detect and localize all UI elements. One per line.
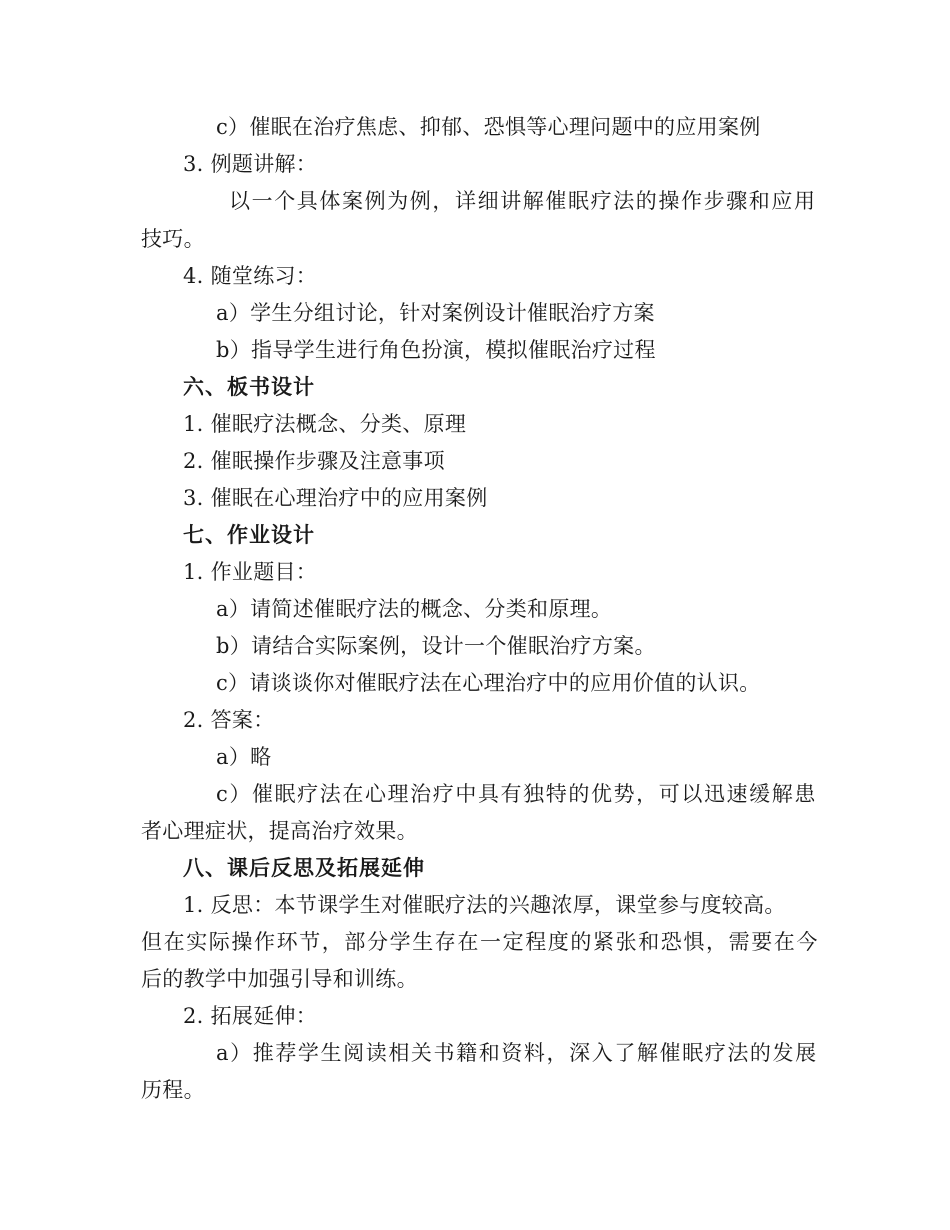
- list-item-heading: 4. 随堂练习：: [183, 264, 318, 288]
- paragraph-line: 但在实际操作环节，部分学生存在一定程度的紧张和恐惧，需要在今: [141, 930, 819, 954]
- list-item: 2. 催眠操作步骤及注意事项: [183, 449, 445, 473]
- paragraph-line: 技巧。: [141, 227, 205, 251]
- list-item: 3. 催眠在心理治疗中的应用案例: [183, 486, 488, 510]
- list-item-heading: 2. 拓展延伸：: [183, 1004, 318, 1028]
- paragraph-line: 1. 反思：本节课学生对催眠疗法的兴趣浓厚，课堂参与度较高。: [183, 893, 786, 917]
- paragraph-line: c）催眠疗法在心理治疗中具有独特的优势，可以迅速缓解患: [216, 782, 817, 806]
- paragraph-line: 者心理症状，提高治疗效果。: [141, 819, 418, 843]
- list-item: 1. 催眠疗法概念、分类、原理: [183, 412, 467, 436]
- list-item-heading: 2. 答案：: [183, 708, 275, 732]
- text-line: a）学生分组讨论，针对案例设计催眠治疗方案: [216, 301, 655, 325]
- section-heading: 七、作业设计: [183, 523, 315, 547]
- paragraph-line: 以一个具体案例为例，详细讲解催眠疗法的操作步骤和应用: [229, 189, 817, 213]
- paragraph-line: 后的教学中加强引导和训练。: [141, 967, 418, 991]
- text-line: b）请结合实际案例，设计一个催眠治疗方案。: [216, 634, 656, 658]
- text-line: b）指导学生进行角色扮演，模拟催眠治疗过程: [216, 338, 656, 362]
- text-line: c）请谈谈你对催眠疗法在心理治疗中的应用价值的认识。: [216, 671, 761, 695]
- section-heading: 六、板书设计: [183, 375, 315, 399]
- list-item-heading: 3. 例题讲解：: [183, 152, 318, 176]
- paragraph-line: 历程。: [141, 1078, 205, 1102]
- list-item-heading: 1. 作业题目：: [183, 560, 318, 584]
- text-line: a）请简述催眠疗法的概念、分类和原理。: [216, 597, 613, 621]
- paragraph-line: a）推荐学生阅读相关书籍和资料，深入了解催眠疗法的发展: [216, 1041, 818, 1065]
- section-heading: 八、课后反思及拓展延伸: [183, 856, 425, 880]
- text-line: a）略: [216, 745, 272, 769]
- text-line: c）催眠在治疗焦虑、抑郁、恐惧等心理问题中的应用案例: [216, 115, 761, 139]
